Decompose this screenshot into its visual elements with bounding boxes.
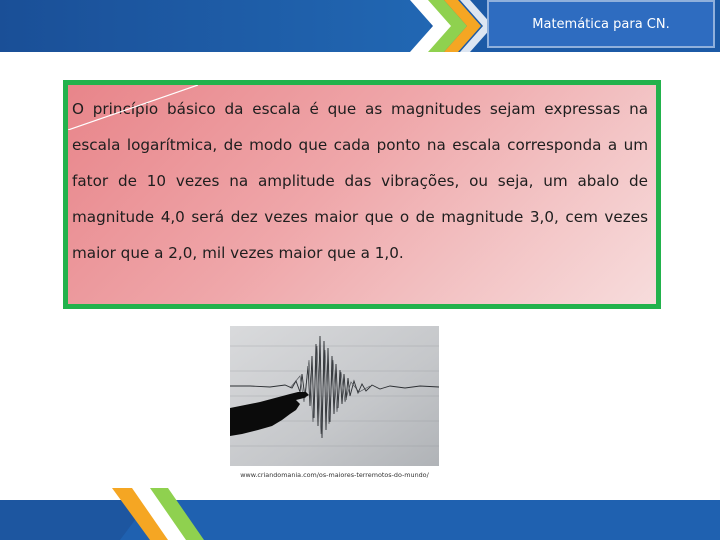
header-gradient (0, 0, 430, 52)
content-text-box (63, 80, 661, 309)
course-title-box (487, 0, 715, 48)
seismograph-image (230, 326, 439, 466)
footer-band (0, 488, 720, 540)
header-band (0, 0, 720, 52)
image-credit: www.criandomania.com/os-maiores-terremotos-do-mundo/ (240, 471, 429, 479)
course-title: Matemática para CN. (532, 16, 670, 32)
corner-cut-line (68, 85, 198, 130)
content-paragraph: O princípio básico da escala é que as magnitudes sejam expressas na escala logarítmica, de modo que cada ponto na escala corresponda a um fator de 10 vezes na amplitude das vibrações, ou seja, um abalo de magnitude 4,0 será dez vezes maior que o de magnitude 3,0, cem vezes maior que a 2,0, mil vezes maior que a 1,0. (72, 100, 648, 262)
